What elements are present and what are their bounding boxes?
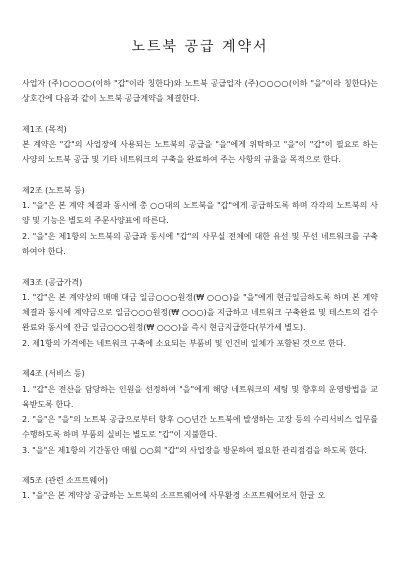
intro-paragraph: 사업자 (주)○○○○(이하 "갑"이라 칭한다)와 노트북 공급업자 (주)○○○○(이하 "을"이라 칭한다)는 상호간에 다음과 같이 노트북 공급계약을 체결한다. xyxy=(22,79,378,104)
document-body xyxy=(22,76,378,504)
article-paragraph: 2. "을"은 "을"의 노트북 공급으로부터 향후 ○○년간 노트북에 발생하는 고장 등의 수리서비스 업무를 수행하도록 하며 부품의 실비는 별도로 "갑"이 지불한다. xyxy=(22,415,378,440)
article-paragraph: 1. "을"은 본 계약상 공급하는 노트북의 소프트웨어에 사무환경 소프트웨어로서 한글 오 xyxy=(22,491,326,501)
document-title: 노트북 공급 계약서 xyxy=(131,39,269,55)
article-heading: 제4조 (서비스 등) xyxy=(22,369,85,379)
article-heading: 제5조 (관련 소프트웨어) xyxy=(22,476,108,486)
article-heading: 제3조 (공급가격) xyxy=(22,277,83,287)
article-paragraph: 1. "갑"은 전산을 담당하는 인원을 선정하여 "을"에게 해당 네트워크의 세팅 및 향후의 운영방법을 교육받도록 한다. xyxy=(22,384,378,409)
article-paragraph: 본 계약은 "갑"의 사업장에 사용되는 노트북의 공급을 "을"에게 위탁하고 "을"이 "갑"이 필요로 하는 사양의 노트북 공급 및 기타 네트워크의 구축을 완료하여 주는 사항의 규율을 목적으로 한다. xyxy=(22,140,378,165)
article-paragraph: 3. "을"은 제1항의 기간동안 매월 ○○회 "갑"의 사업장을 방문하여 필요한 관리점검을 하도록 한다. xyxy=(22,445,367,455)
article-paragraph: 1. "을"은 본 계약 체결과 동시에 총 ○○대의 노트북을 "갑"에게 공급하도록 하며 각각의 노트북의 사양 및 기능은 별도의 주문사양표에 따른다. xyxy=(22,201,378,226)
article-4 xyxy=(22,366,378,458)
article-5 xyxy=(22,473,378,504)
article-paragraph: 2. 제1항의 가격에는 네트워크 구축에 소요되는 부품비 및 인건비 일체가 포함된 것으로 한다. xyxy=(22,338,346,348)
article-3 xyxy=(22,275,378,351)
article-paragraph: 1. "갑"은 본 계약상의 매매 대금 일금○○○원정(₩ ○○○)을 "을"에게 현금일금하도록 하며 본 계약 체결과 동시에 계약금으로 일금○○○원정(₩ ○○○)을 지급하고 네트워크 구축완료 및 테스트의 검수완료와 동시에 잔금 일금○○○원정(₩ ○○○)을 즉시 현금지급한다(부가세 별도). xyxy=(22,292,378,333)
article-1 xyxy=(22,122,378,168)
article-paragraph: 2. "을"은 제1항의 노트북의 공급과 동시에 "갑"의 사무실 전체에 대한 유선 및 무선 네트워크를 구축하여야 한다. xyxy=(22,231,378,257)
article-heading: 제2조 (노트북 등) xyxy=(22,185,85,195)
article-2 xyxy=(22,183,378,259)
article-heading: 제1조 (목적) xyxy=(22,124,67,134)
